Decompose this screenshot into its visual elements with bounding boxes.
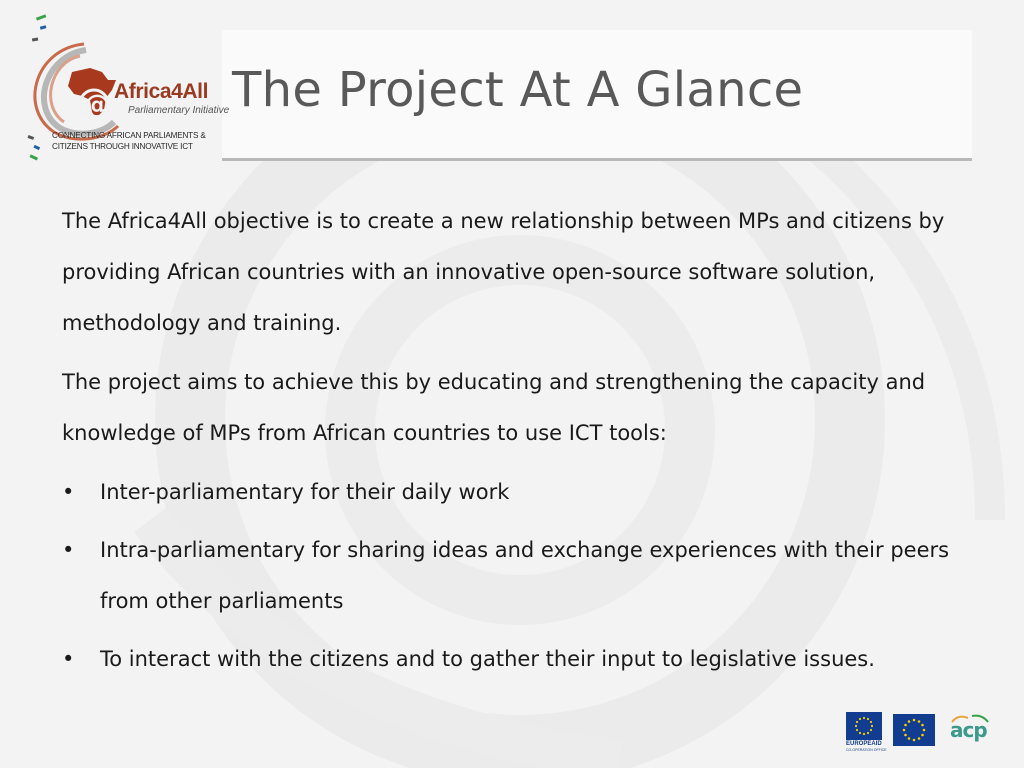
europeaid-sublabel: CO-OPERATION OFFICE — [846, 748, 887, 752]
brand-subtitle: Parliamentary Initiative — [128, 105, 230, 116]
acp-logo — [946, 712, 994, 752]
europeaid-logo — [846, 712, 882, 740]
europeaid-caption — [846, 741, 886, 753]
europeaid-label: EUROPEAID — [846, 741, 882, 747]
tagline-line-2: CITIZENS THROUGH INNOVATIVE ICT — [52, 142, 193, 151]
paragraph-aims: The project aims to achieve this by educating and strengthening the capacity and knowledge of MPs from African countries to use ICT tools: — [62, 370, 926, 445]
eu-stars-icon — [893, 714, 935, 746]
list-item — [62, 467, 982, 518]
bullet-icon: • — [62, 647, 75, 671]
bullet-icon: • — [62, 480, 75, 504]
svg-text:@: @ — [84, 90, 110, 120]
bullet-text: Intra-parliamentary for sharing ideas and exchange experiences with their peers from other parliaments — [100, 538, 950, 613]
eu-flag-icon — [893, 714, 935, 746]
eu-stars-icon — [846, 712, 882, 740]
acp-label: acp — [950, 718, 987, 742]
tagline-line-1: CONNECTING AFRICAN PARLIAMENTS & — [52, 131, 206, 140]
list-item — [62, 525, 982, 627]
bullet-text: Inter-parliamentary for their daily work — [100, 480, 510, 504]
paragraph-objective: The Africa4All objective is to create a new relationship between MPs and citizens by providing African countries with an innovative open-source software solution, methodology and training. — [62, 209, 945, 335]
list-item — [62, 634, 982, 685]
brand-name: Africa4All — [114, 80, 209, 103]
bullet-icon: • — [62, 538, 75, 562]
slide-body — [62, 196, 982, 692]
bullet-list — [62, 467, 982, 685]
bullet-text: To interact with the citizens and to gather their input to legislative issues. — [100, 647, 875, 671]
slide-title: The Project At A Glance — [232, 62, 804, 118]
brand-tagline — [52, 130, 206, 152]
footer-logos — [846, 712, 996, 756]
